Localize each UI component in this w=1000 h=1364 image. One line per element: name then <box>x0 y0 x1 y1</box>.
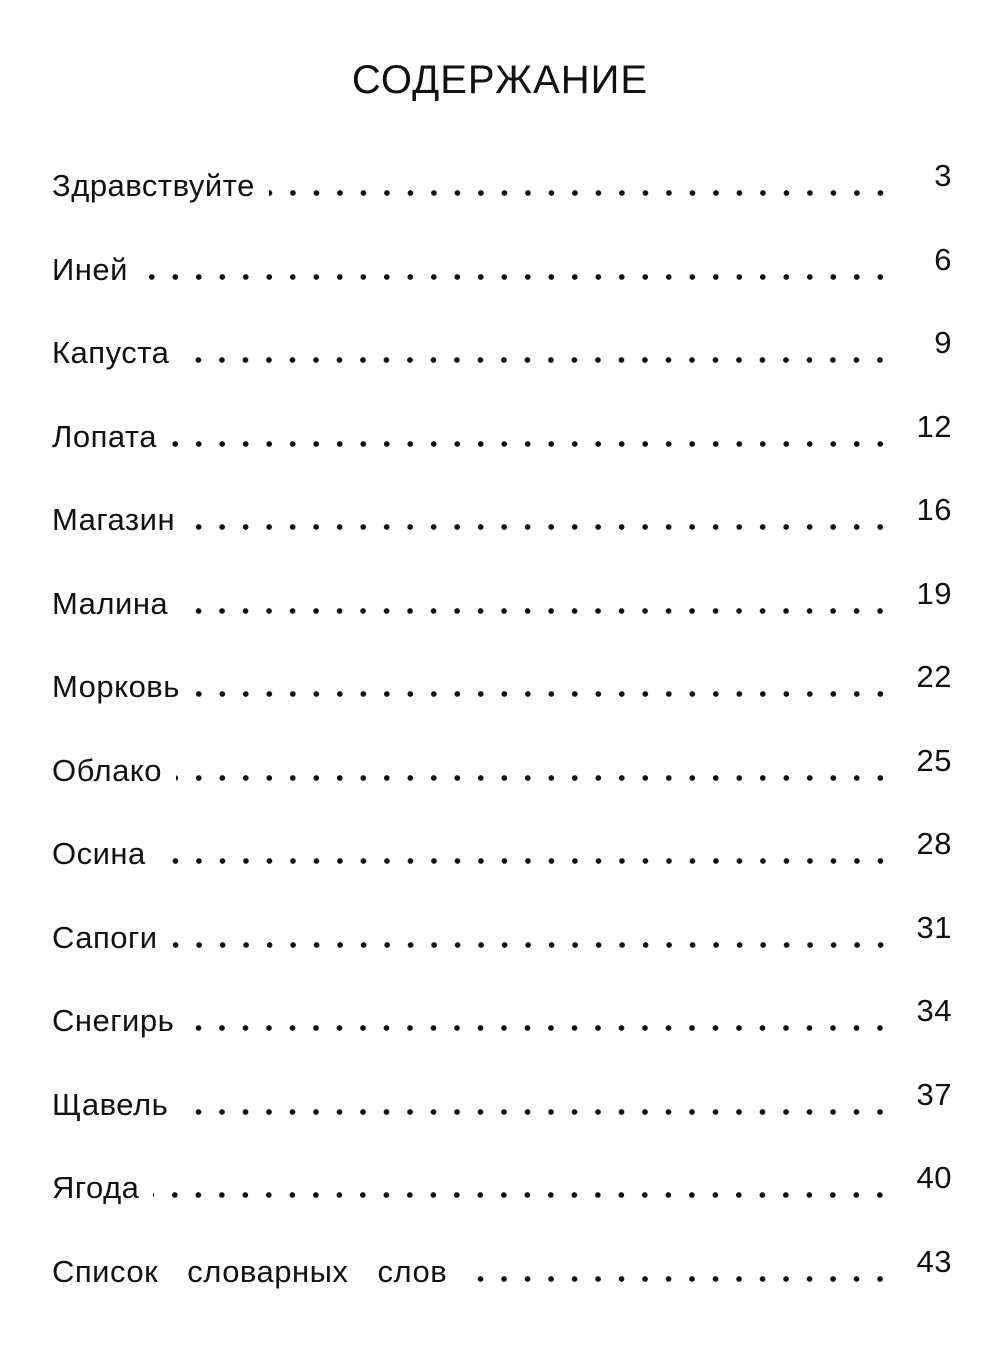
dot-leader <box>171 437 892 447</box>
toc-entry[interactable] <box>52 1243 952 1338</box>
toc-entry-page: 40 <box>916 1160 952 1195</box>
dot-leader <box>160 854 892 864</box>
toc-entry-page: 25 <box>916 742 952 778</box>
toc-entry-title: Снегирь <box>52 1003 175 1038</box>
dot-leader <box>172 938 892 948</box>
toc-entry-page: 19 <box>916 575 952 611</box>
toc-entry-title: Магазин <box>52 502 176 537</box>
dot-leader <box>189 520 892 530</box>
dot-leader <box>182 1105 892 1115</box>
toc-entry-page: 31 <box>916 909 952 945</box>
toc-entry[interactable] <box>52 158 952 252</box>
toc-entry[interactable] <box>52 575 952 670</box>
toc-entry-title: Список словарных слов <box>52 1253 448 1289</box>
toc-entry-page: 43 <box>916 1243 952 1279</box>
dot-leader <box>194 687 892 697</box>
dot-leader <box>182 604 892 614</box>
toc-entry-page: 9 <box>934 325 952 360</box>
toc-entry-title: Ягода <box>52 1170 140 1205</box>
dot-leader <box>269 186 892 196</box>
toc-entry-page: 22 <box>916 659 952 694</box>
toc-entry-page: 3 <box>934 158 952 193</box>
toc-entry[interactable] <box>52 1076 952 1171</box>
table-of-contents <box>52 158 952 1337</box>
toc-entry[interactable] <box>52 659 952 753</box>
toc-entry-title: Малина <box>52 585 169 621</box>
toc-entry-title: Облако <box>52 752 162 788</box>
toc-entry-title: Лопата <box>52 418 158 454</box>
dot-leader <box>153 1188 892 1198</box>
toc-entry-title: Иней <box>52 251 128 287</box>
toc-entry-title: Здравствуйте <box>52 168 255 203</box>
toc-entry-page: 12 <box>916 408 952 444</box>
toc-entry-page: 28 <box>916 826 952 861</box>
dot-leader <box>461 1272 892 1282</box>
dot-leader <box>188 1021 892 1031</box>
toc-entry[interactable] <box>52 993 952 1087</box>
toc-entry-title: Морковь <box>52 669 180 704</box>
toc-entry[interactable] <box>52 909 952 1004</box>
toc-entry[interactable] <box>52 325 952 419</box>
toc-entry[interactable] <box>52 408 952 503</box>
toc-entry[interactable] <box>52 742 952 837</box>
toc-entry-page: 34 <box>916 993 952 1028</box>
toc-entry-title: Щавель <box>52 1086 169 1122</box>
dot-leader <box>142 270 892 280</box>
toc-entry-page: 16 <box>916 492 952 527</box>
toc-entry[interactable] <box>52 241 952 336</box>
toc-entry[interactable] <box>52 826 952 920</box>
toc-entry-title: Осина <box>52 836 146 871</box>
toc-entry-page: 6 <box>934 241 952 277</box>
dot-leader <box>183 353 892 363</box>
page-title: СОДЕРЖАНИЕ <box>351 58 649 102</box>
dot-leader <box>176 771 892 781</box>
toc-entry-title: Капуста <box>52 335 170 370</box>
toc-entry[interactable] <box>52 1160 952 1254</box>
toc-entry[interactable] <box>52 492 952 586</box>
toc-entry-page: 37 <box>916 1076 952 1112</box>
toc-entry-title: Сапоги <box>52 919 158 955</box>
